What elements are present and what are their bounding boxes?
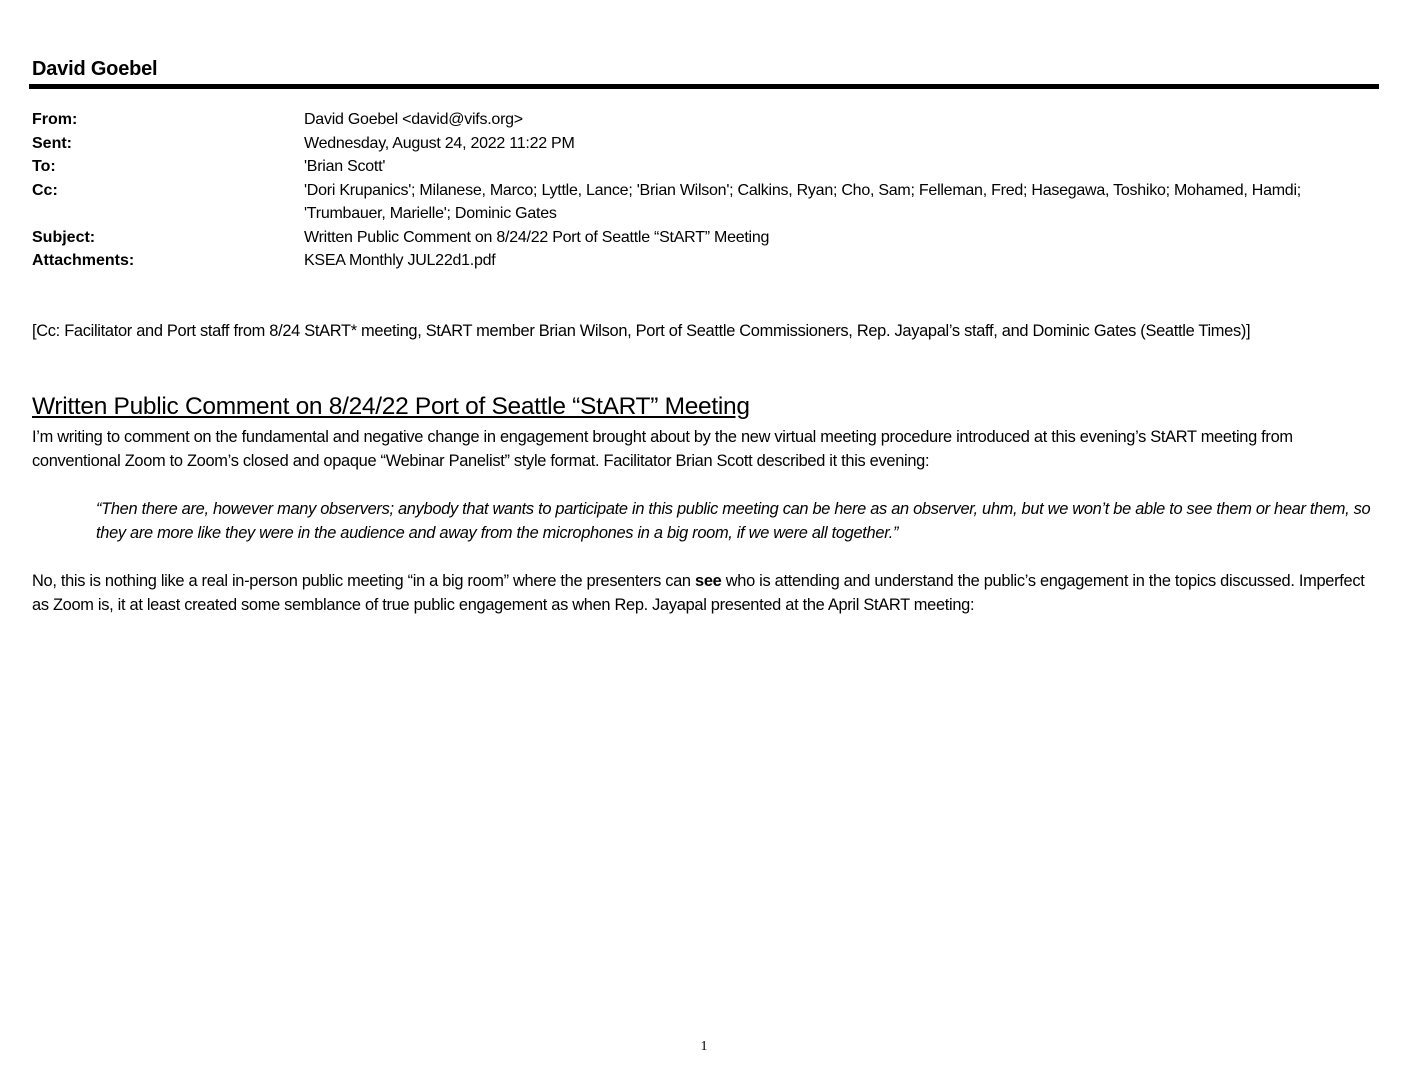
document-heading: Written Public Comment on 8/24/22 Port of Seattle “StART” Meeting: [32, 393, 750, 420]
paragraph-text: No, this is nothing like a real in-person public meeting “in a big room” where the presenters can: [32, 572, 696, 590]
header-label: Sent:: [32, 134, 72, 152]
header-value: 'Dori Krupanics'; Milanese, Marco; Lyttle, Lance; 'Brian Wilson'; Calkins, Ryan; Cho, Sam; Felleman, Fred; Hasegawa, Toshiko; Mohamed, Hamdi; 'Trumbauer, Marielle'; Dominic Gates: [304, 181, 1301, 222]
attachment-link[interactable]: KSEA Monthly JUL22d1.pdf: [304, 252, 496, 269]
header-from: [32, 108, 1372, 132]
page-number: 1: [700, 1039, 708, 1054]
cc-note: [Cc: Facilitator and Port staff from 8/24 StART* meeting, StART member Brian Wilson, Port of Seattle Commissioners, Rep. Jayapal’s staff, and Dominic Gates (Seattle Times)]: [32, 322, 1251, 340]
emphasis-text: see: [695, 572, 722, 590]
header-cc: [32, 179, 1372, 226]
header-attachments: [32, 249, 1372, 273]
header-value: Written Public Comment on 8/24/22 Port of Seattle “StART” Meeting: [304, 228, 770, 246]
header-label: From:: [32, 111, 78, 128]
header-divider: [29, 84, 1379, 89]
header-label: To:: [32, 158, 56, 175]
paragraph-text: who is attending and understand the public’s engagement in the topics discussed. Imperfect as Zoom is, it at least created some semblance of true public engagement as when Rep. Jayapal presented at the April StART meeting:: [32, 572, 1365, 614]
block-quote: “Then there are, however many observers; anybody that wants to participate in this public meeting can be here as an observer, uhm, but we won’t be able to see them or hear them, so they are more like they were in the audience and away from the microphones in a big room, if we were all together.”: [96, 500, 1371, 542]
header-label: Subject:: [32, 228, 96, 246]
header-label: Cc:: [32, 181, 58, 199]
body-paragraph-2: [32, 569, 1382, 617]
body-paragraph-1: I’m writing to comment on the fundamental and negative change in engagement brought about by the new virtual meeting procedure introduced at this evening’s StART meeting from conventional Zoom to Zoom’s closed and opaque “Webinar Panelist” style format. Facilitator Brian Scott described it this evening:: [32, 428, 1293, 470]
header-value: David Goebel <david@vifs.org>: [304, 111, 523, 128]
sender-name: David Goebel: [32, 58, 158, 80]
header-subject: [32, 226, 1372, 250]
header-sent: [32, 132, 1372, 156]
email-headers: [32, 108, 1372, 273]
header-to: [32, 155, 1372, 179]
header-value: Wednesday, August 24, 2022 11:22 PM: [304, 134, 575, 152]
header-value: 'Brian Scott': [304, 158, 386, 175]
header-label: Attachments:: [32, 252, 135, 269]
